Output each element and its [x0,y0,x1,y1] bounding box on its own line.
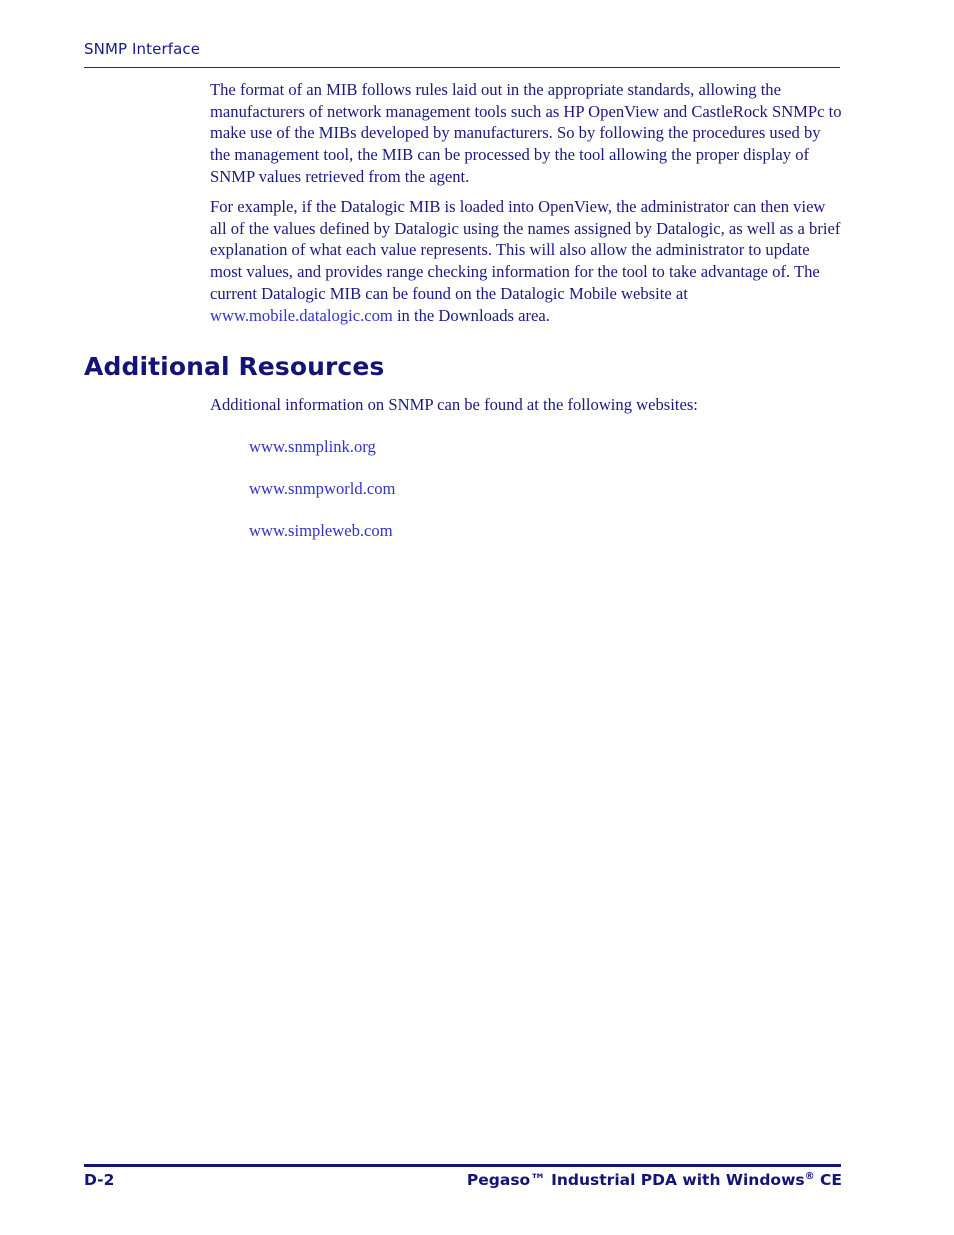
running-header: SNMP Interface [84,40,201,58]
product-title: Pegaso™ Industrial PDA with Windows [466,1171,805,1189]
page-number: D-2 [84,1171,115,1189]
footer-divider [84,1164,841,1167]
product-suffix: CE [814,1171,842,1189]
section-intro: Additional information on SNMP can be found at the following websites: [210,395,698,414]
header-divider [84,67,840,68]
body-paragraph-mib-format: The format of an MIB follows rules laid out in the appropriate standards, allowing the manufacturers of network management tools such as HP OpenView and CastleRock SNMPc to make use of the MIBs developed by manufacturers. So by following the procedures used by the management tool, the MIB can be processed by the tool allowing the proper display of SNMP values retrieved from the agent. [210,80,842,186]
snmplink-link[interactable]: www.snmplink.org [249,437,376,456]
paragraph-text: in the Downloads area. [392,305,550,325]
datalogic-mobile-link[interactable]: www.mobile.datalogic.com [210,305,393,325]
snmpworld-link[interactable]: www.snmpworld.com [249,479,396,498]
registered-mark: ® [804,1171,815,1182]
body-paragraph-datalogic-mib [210,196,844,326]
footer-product-title [467,1171,842,1189]
paragraph-text: For example, if the Datalogic MIB is loaded into OpenView, the administrator can then view all of the values defined by Datalogic using the names assigned by Datalogic, as well as a brief explanation of what each value represents. This will also allow the administrator to update most values, and provides range checking information for the tool to take advantage of. The current Datalogic MIB can be found on the Datalogic Mobile website at [210,197,841,303]
section-heading: Additional Resources [84,352,385,381]
simpleweb-link[interactable]: www.simpleweb.com [249,521,393,540]
